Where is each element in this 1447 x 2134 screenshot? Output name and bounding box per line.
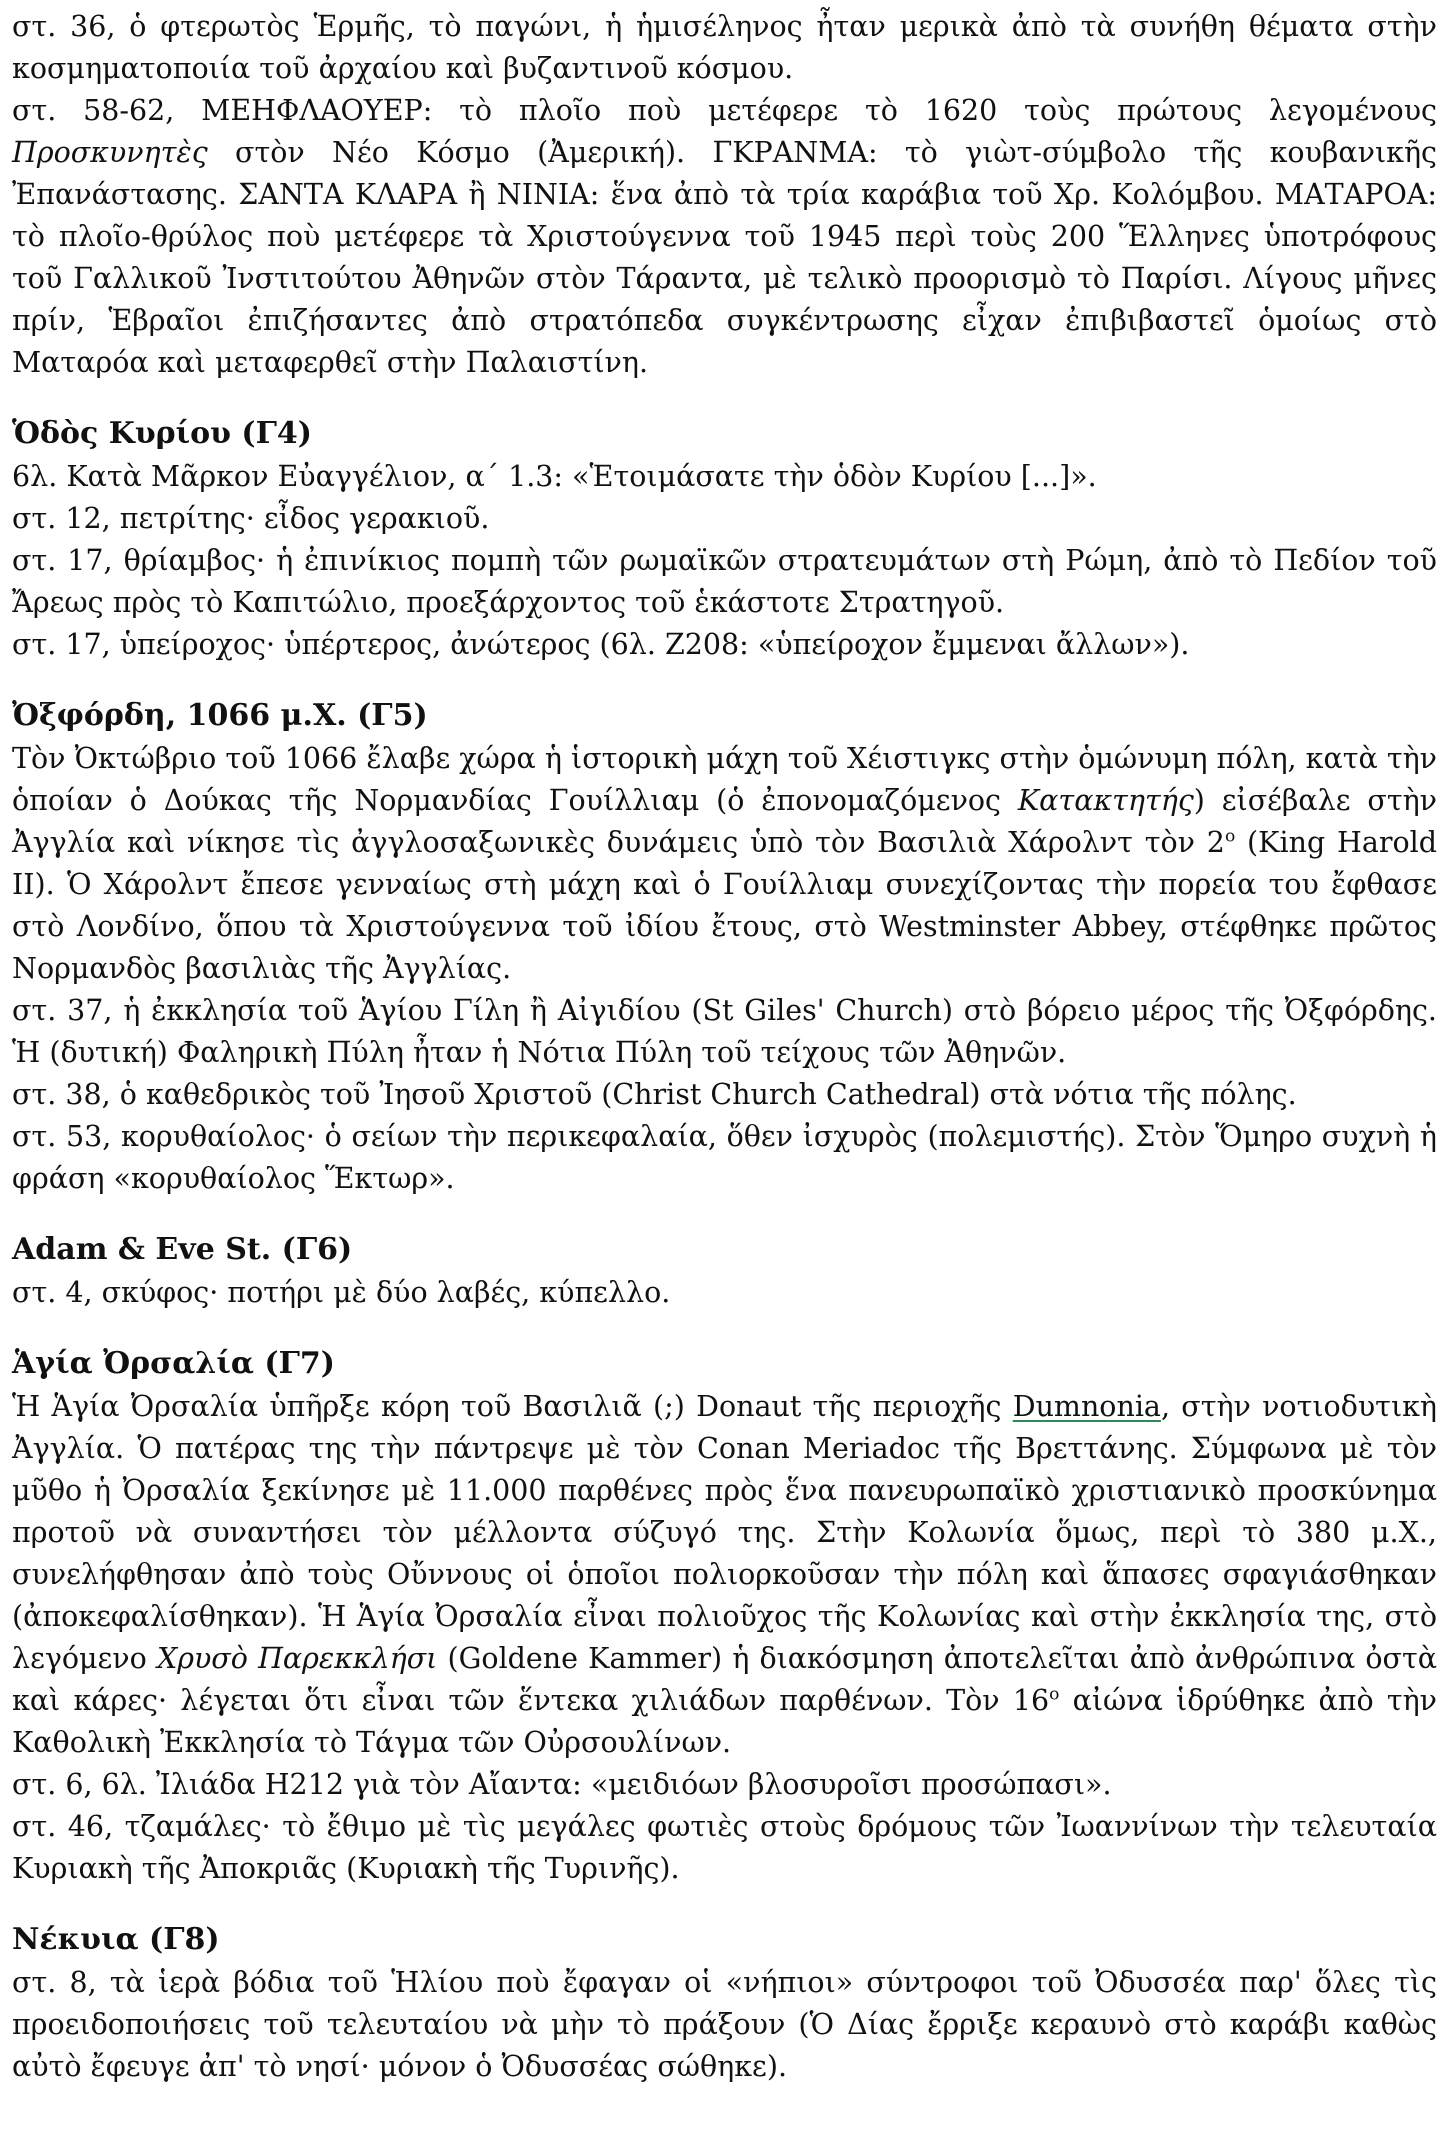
note-text: Ἡ Ἁγία Ὀρσαλία ὑπῆρξε κόρη τοῦ Βασιλιᾶ (;) Donaut τῆς περιοχῆς bbox=[12, 1390, 1013, 1423]
note-paragraph bbox=[12, 90, 1437, 384]
note-line: στ. 53, κορυθαίολος· ὁ σείων τὴν περικεφαλαία, ὅθεν ἰσχυρὸς (πολεμιστής). Στὸν Ὅμηρο συχνὴ ἡ φράση «κορυθαίολος Ἕκτωρ». bbox=[12, 1120, 1437, 1195]
note-italic-text: Κατακτητής bbox=[1017, 784, 1194, 817]
note-text: Τὸν Ὀκτώβριο τοῦ 1066 ἔλαβε χώρα ἡ ἱστορικὴ μάχη τοῦ Χέιστιγκς στὴν ὁμώνυμη πόλη, κατὰ τὴν ὁποίαν ὁ Δούκας τῆς Νορμανδίας Γουίλλιαμ (ὁ ἐπονομαζόμενος bbox=[12, 742, 1437, 817]
note-italic-text: Χρυσὸ Παρεκκλήσι bbox=[156, 1642, 438, 1675]
note-line: στ. 38, ὁ καθεδρικὸς τοῦ Ἰησοῦ Χριστοῦ (Christ Church Cathedral) στὰ νότια τῆς πόλης. bbox=[12, 1078, 1297, 1111]
note-text: ) εἰσέβαλε στὴν Ἀγγλία καὶ νίκησε τὶς ἀγγλοσαξωνικὲς δυνάμεις ὑπὸ τὸν Βασιλιὰ Χάρολντ τὸν 2 bbox=[12, 784, 1437, 859]
note-line: στ. 37, ἡ ἐκκλησία τοῦ Ἁγίου Γίλη ἢ Αἰγιδίου (St Giles' Church) στὸ βόρειο μέρος τῆς Ὀξφόρδης. Ἡ (δυτική) Φαληρικὴ Πύλη ἦταν ἡ Νότια Πύλη τοῦ τείχους τῶν Ἀθηνῶν. bbox=[12, 994, 1437, 1069]
note-paragraph bbox=[12, 1386, 1437, 1764]
note-line: στ. 4, σκύφος· ποτήρι μὲ δύο λαβές, κύπελλο. bbox=[12, 1276, 671, 1309]
note-paragraph: στ. 36, ὁ φτερωτὸς Ἑρμῆς, τὸ παγώνι, ἡ ἡμισέληνος ἦταν μερικὰ ἀπὸ τὰ συνήθη θέματα στὴν κοσμηματοποιία τοῦ ἀρχαίου καὶ βυζαντινοῦ κόσμου. bbox=[12, 10, 1437, 85]
note-line: 6λ. Κατὰ Μᾶρκον Εὐαγγέλιον, α΄ 1.3: «Ἑτοιμάσατε τὴν ὁδὸν Κυρίου [...]». bbox=[12, 460, 1097, 493]
dumnonia-link[interactable]: Dumnonia bbox=[1012, 1390, 1161, 1423]
section-heading: Ἁγία Ὀρσαλία (Γ7) bbox=[12, 1346, 335, 1381]
section-heading: Ὀξφόρδη, 1066 μ.Χ. (Γ5) bbox=[12, 698, 428, 733]
note-line: στ. 17, θρίαμβος· ἡ ἐπινίκιος πομπὴ τῶν ρωμαϊκῶν στρατευμάτων στὴ Ρώμη, ἀπὸ τὸ Πεδίον τοῦ Ἄρεως πρὸς τὸ Καπιτώλιο, προεξάρχοντος τοῦ ἑκάστοτε Στρατηγοῦ. bbox=[12, 544, 1437, 619]
note-italic-text: Προσκυνητὲς bbox=[12, 136, 208, 169]
note-paragraph bbox=[12, 738, 1437, 990]
note-text: (King Harold II). Ὁ Χάρολντ ἔπεσε γενναίως στὴ μάχη καὶ ὁ Γουίλλιαμ συνεχίζοντας τὴν πορεία του ἔφθασε στὸ Λονδίνο, ὅπου τὰ Χριστούγεννα τοῦ ἰδίου ἔτους, στὸ Westminster Abbey, στέφθηκε πρῶτος Νορμανδὸς βασιλιὰς τῆς Ἀγγλίας. bbox=[12, 826, 1437, 985]
ordinal-superscript: ο bbox=[1049, 1684, 1060, 1705]
note-text: στὸν Νέο Κόσμο (Ἀμερική). ΓΚΡΑΝΜΑ: τὸ γιὼτ-σύμβολο τῆς κουβανικῆς Ἐπανάστασης. ΣΑΝΤΑ ΚΛΑΡΑ ἢ ΝΙΝΙΑ: ἕνα ἀπὸ τὰ τρία καράβια τοῦ Χρ. Κολόμβου. ΜΑΤΑΡΟΑ: τὸ πλοῖο-θρύλος ποὺ μετέφερε τὰ Χριστούγεννα τοῦ 1945 περὶ τοὺς 200 Ἕλληνες ὑποτρόφους τοῦ Γαλλικοῦ Ἰνστιτούτου Ἀθηνῶν στὸν Τάραντα, μὲ τελικὸ προορισμὸ τὸ Παρίσι. Λίγους μῆνες πρίν, Ἑβραῖοι ἐπιζήσαντες ἀπὸ στρατόπεδα συγκέντρωσης εἶχαν ἐπιβιβαστεῖ ὁμοίως στὸ Ματαρόα καὶ μεταφερθεῖ στὴν Παλαιστίνη. bbox=[12, 136, 1437, 379]
note-line: στ. 8, τὰ ἱερὰ βόδια τοῦ Ἡλίου ποὺ ἔφαγαν οἱ «νήπιοι» σύντροφοι τοῦ Ὀδυσσέα παρ' ὅλες τὶς προειδοποιήσεις τοῦ τελευταίου νὰ μὴν τὸ πράξουν (Ὁ Δίας ἔρριξε κεραυνὸ στὸ καράβι καθὼς αὐτὸ ἔφευγε ἀπ' τὸ νησί· μόνον ὁ Ὀδυσσέας σώθηκε). bbox=[12, 1966, 1437, 2083]
note-text: στ. 58-62, ΜΕΗΦΛΑΟΥΕΡ: τὸ πλοῖο ποὺ μετέφερε τὸ 1620 τοὺς πρώτους λεγομένους bbox=[12, 94, 1437, 127]
section-heading: Ὁδὸς Κυρίου (Γ4) bbox=[12, 416, 312, 451]
note-line: στ. 46, τζαμάλες· τὸ ἔθιμο μὲ τὶς μεγάλες φωτιὲς στοὺς δρόμους τῶν Ἰωαννίνων τὴν τελευταία Κυριακὴ τῆς Ἀποκριᾶς (Κυριακὴ τῆς Τυρινῆς). bbox=[12, 1810, 1437, 1885]
section-heading: Adam & Eve St. (Γ6) bbox=[12, 1232, 353, 1267]
note-line: στ. 12, πετρίτης· εἶδος γερακιοῦ. bbox=[12, 502, 490, 535]
note-line: στ. 17, ὑπείροχος· ὑπέρτερος, ἀνώτερος (6λ. Ζ208: «ὑπείροχον ἔμμεναι ἄλλων»). bbox=[12, 628, 1190, 661]
note-text: (Goldene Kammer) ἡ διακόσμηση ἀποτελεῖται ἀπὸ ἀνθρώπινα ὀστὰ καὶ κάρες· λέγεται ὅτι εἶναι τῶν ἕντεκα χιλιάδων παρθένων. Τὸν 16 bbox=[12, 1642, 1437, 1717]
ordinal-superscript: ο bbox=[1224, 826, 1236, 847]
note-text: , στὴν νοτιοδυτικὴ Ἀγγλία. Ὁ πατέρας της τὴν πάντρεψε μὲ τὸν Conan Meriadoc τῆς Βρεττάνης. Σύμφωνα μὲ τὸν μῦθο ἡ Ὀρσαλία ξεκίνησε μὲ 11.000 παρθένες πρὸς ἕνα πανευρωπαϊκὸ χριστιανικὸ προσκύνημα προτοῦ νὰ συναντήσει τὸν μέλλοντα σύζυγό της. Στὴν Κολωνία ὅμως, περὶ τὸ 380 μ.Χ., συνελήφθησαν ἀπὸ τοὺς Οὔννους οἱ ὁποῖοι πολιορκοῦσαν τὴν πόλη καὶ ἅπασες σφαγιάσθηκαν (ἀποκεφαλίσθηκαν). Ἡ Ἁγία Ὀρσαλία εἶναι πολιοῦχος τῆς Κολωνίας καὶ στὴν ἐκκλησία της, στὸ λεγόμενο bbox=[12, 1390, 1438, 1675]
note-line: στ. 6, 6λ. Ἰλιάδα Η212 γιὰ τὸν Αἴαντα: «μειδιόων βλοσυροῖσι προσώπασι». bbox=[12, 1768, 1112, 1801]
note-text: αἰώνα ἱδρύθηκε ἀπὸ τὴν Καθολικὴ Ἐκκλησία τὸ Τάγμα τῶν Οὐρσουλίνων. bbox=[12, 1684, 1437, 1759]
section-heading: Νέκυια (Γ8) bbox=[12, 1922, 220, 1957]
